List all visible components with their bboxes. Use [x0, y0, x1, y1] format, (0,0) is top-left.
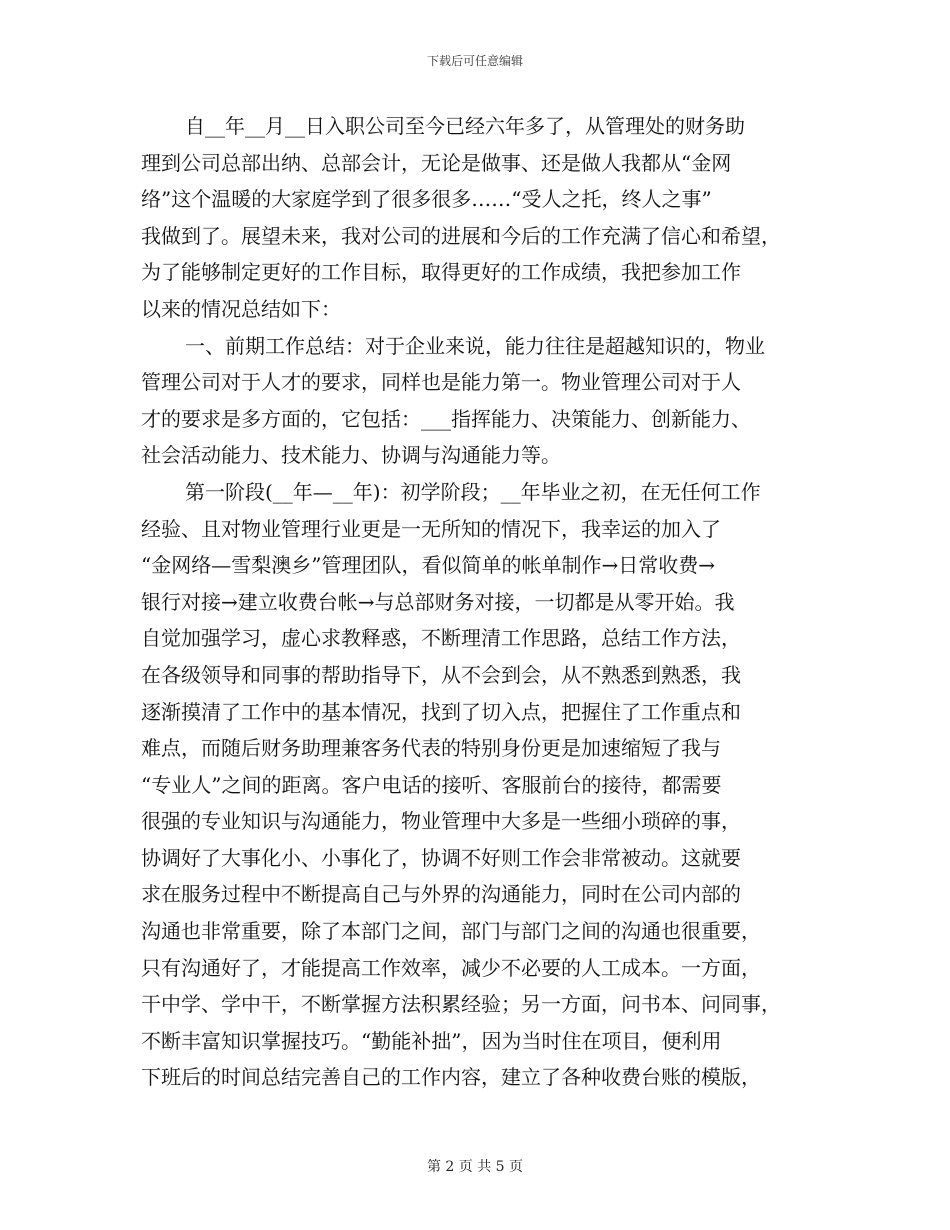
- text-line: 自觉加强学习，虚心求教释惑，不断理清工作思路，总结工作方法，: [141, 626, 741, 651]
- text-line: 下班后的时间总结完善自己的工作内容，建立了各种收费台账的模版，: [141, 1065, 761, 1090]
- text-line: 很强的专业知识与沟通能力，物业管理中大多是一些细小琐碎的事，: [141, 809, 741, 834]
- page-header: 下载后可任意编辑: [426, 54, 523, 68]
- text-line: 为了能够制定更好的工作目标，取得更好的工作成绩，我把参加工作: [141, 260, 741, 285]
- text-line: 逐渐摸清了工作中的基本情况，找到了切入点，把握住了工作重点和: [141, 699, 741, 724]
- text-line: 社会活动能力、技术能力、协调与沟通能力等。: [141, 443, 561, 468]
- text-line: 络”这个温暖的大家庭学到了很多很多……“受人之托，终人之事”: [141, 187, 712, 212]
- text-line: 管理公司对于人才的要求，同样也是能力第一。物业管理公司对于人: [141, 370, 741, 395]
- text-line: 才的要求是多方面的，它包括：___指挥能力、决策能力、创新能力、: [141, 406, 751, 431]
- document-body: [141, 108, 821, 1096]
- text-line: 干中学、学中干，不断掌握方法积累经验；另一方面，问书本、问同事，: [141, 992, 781, 1017]
- text-line: 自__年__月__日入职公司至今已经六年多了，从管理处的财务助: [185, 114, 745, 138]
- text-line: 沟通也非常重要，除了本部门之间，部门与部门之间的沟通也很重要，: [141, 919, 761, 944]
- text-line: 求在服务过程中不断提高自己与外界的沟通能力，同时在公司内部的: [141, 882, 741, 907]
- text-line: 难点，而随后财务助理兼客务代表的特别身份更是加速缩短了我与: [141, 736, 721, 761]
- text-line: 理到公司总部出纳、总部会计，无论是做事、还是做人我都从“金网: [141, 150, 732, 175]
- text-line: “金网络—雪梨澳乡”管理团队，看似简单的帐单制作→日常收费→: [141, 553, 715, 578]
- text-line: 在各级领导和同事的帮助指导下，从不会到会，从不熟悉到熟悉，我: [141, 662, 741, 687]
- text-line: 第一阶段(__年—__年)：初学阶段；__年毕业之初，在无任何工作: [185, 479, 761, 504]
- text-line: 我做到了。展望未来，我对公司的进展和今后的工作充满了信心和希望，: [141, 223, 781, 248]
- text-line: 一、前期工作总结：对于企业来说，能力往往是超越知识的，物业: [185, 333, 765, 358]
- text-line: “专业人”之间的距离。客户电话的接听、客服前台的接待，都需要: [141, 772, 722, 797]
- text-line: 经验、且对物业管理行业更是一无所知的情况下，我幸运的加入了: [141, 516, 721, 541]
- text-line: 只有沟通好了，才能提高工作效率，减少不必要的人工成本。一方面，: [141, 955, 761, 980]
- text-line: 银行对接→建立收费台帐→与总部财务对接，一切都是从零开始。我: [141, 589, 735, 614]
- text-line: 不断丰富知识掌握技巧。“勤能补拙”，因为当时住在项目，便利用: [141, 1028, 722, 1053]
- text-line: 协调好了大事化小、小事化了，协调不好则工作会非常被动。这就要: [141, 845, 741, 870]
- page-number: 第 2 页 共 5 页: [426, 1159, 524, 1175]
- text-line: 以来的情况总结如下：: [141, 296, 341, 321]
